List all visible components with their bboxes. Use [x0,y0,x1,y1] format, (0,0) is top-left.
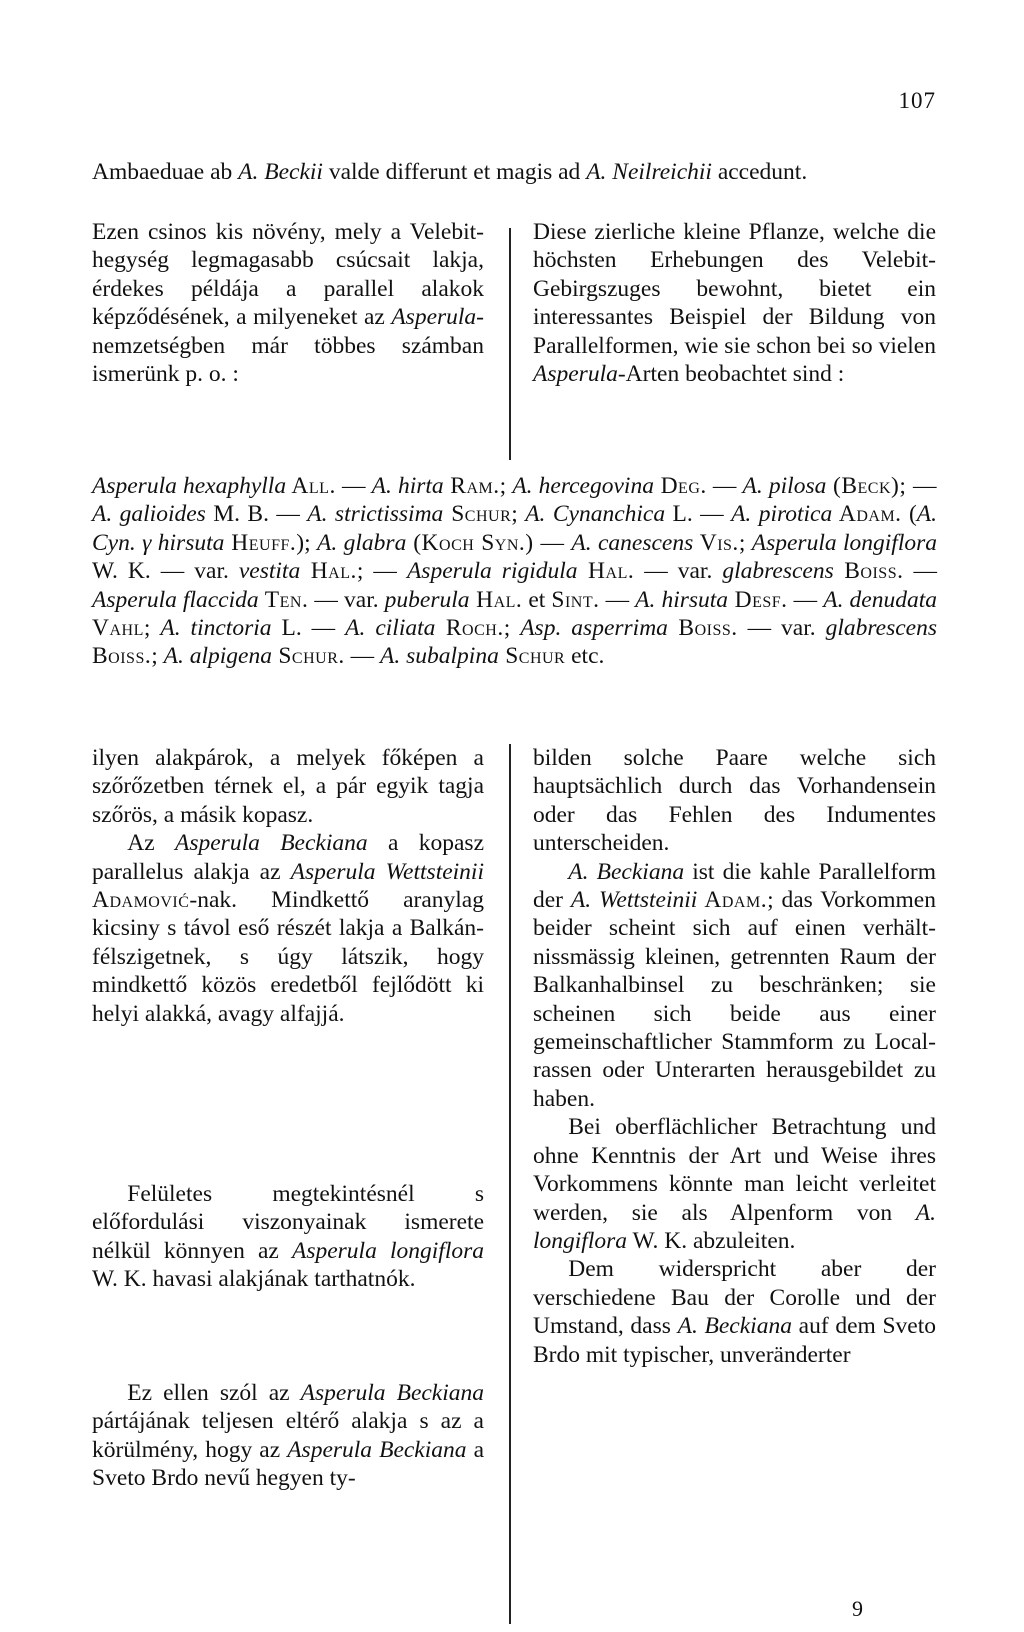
author: Desf. [728,586,788,613]
page-number: 107 [898,88,936,113]
taxon-name: Asperula rigidula [406,558,578,585]
taxon-name: Asperula [533,361,618,388]
taxon-name: A. tinctoria [160,615,272,642]
paragraph [92,829,484,1028]
text: M. B. — [205,501,308,528]
column-divider [509,228,511,460]
taxon-name: A. glabra [317,529,407,556]
paragraph: ilyen alakpárok, a melyek főképen a szőrőzetben térnek el, a pár egyik tagja szőrös, a másik kopasz. [92,745,484,828]
text: — [706,473,743,499]
author: Hal. [469,586,523,613]
text: -nak. Mindkettő aranylag kicsiny s távol eső részét lakja a Balkánfélszigetnek, s úgy látszik, hogy mindkettő közös eredetből fejlődött ki helyi alakká, avagy alfajjá. [92,887,484,1027]
author: Adamović [92,887,190,914]
taxon-name: A. canescens [571,529,694,556]
author: Boiss. [92,643,152,670]
author: Ram. [443,473,500,499]
taxon-name: glabrescens [722,558,834,585]
taxon-name: Asperula flaccida [92,586,259,613]
text: accedunt. [711,159,808,185]
author: All. [286,473,336,499]
taxon-name: A. hirsuta [635,586,729,613]
text: — [903,558,937,585]
taxon-name: A. Beckiana [677,1313,792,1340]
text: ; [738,529,752,556]
text: ( [901,501,917,528]
taxon-name: Asperula Wettsteinii [290,858,484,885]
text: Dem widerspricht aber der verschiedene Bau der Corolle und der Umstand, dass [533,1256,936,1340]
text: Ezen csinos kis növény, mely a Velebit-hegység legmagasabb csúcsait lakja, érdekes példája a parallel alakok képződésének, a milyeneket az [92,219,484,331]
author: Boiss. [667,615,738,642]
paragraph [533,1113,936,1255]
hungarian-paragraphs-2 [92,744,484,1028]
taxon-name: A. subalpina [380,643,499,670]
author: Boiss. [833,558,904,585]
taxon-name: Asperula hexaphylla [92,473,287,499]
author: Adam. [697,887,768,914]
hungarian-paragraph-1 [92,218,484,388]
text: Ez ellen szól az [127,1380,301,1406]
author: Vis. [693,529,739,556]
taxon-name: vestita [238,558,301,585]
text: a Sveto Brdo nevű hegyen ty- [92,1436,485,1492]
taxon-name: A. Beckiana [568,858,685,885]
author: Heuff. [224,529,297,556]
author: Vahl [92,615,144,642]
text: W. K. — var. [92,558,239,585]
text: — [599,586,636,613]
taxon-name: A. ciliata [345,615,436,642]
taxon-name: Asperula Beckiana [287,1436,467,1463]
text: — var. [308,586,385,613]
author: Ten. [258,586,309,613]
text: W. K. havasi alakjának tarthatnók. [92,1266,416,1293]
text: W. K. abzuleiten. [627,1227,796,1254]
author: Hal. [300,558,357,585]
text: L. — [665,501,732,528]
taxon-name: A. longiflora [533,1199,936,1254]
taxon-name: A. galioides [92,501,206,528]
author: Hal. [577,558,635,585]
paragraph [533,1255,936,1369]
text: pártájának teljesen eltérő alakja s az a körülmény, hogy az [92,1408,484,1463]
author: Sint. [551,586,600,613]
taxon-name: Asperula longiflora [751,529,938,556]
taxon-name: puberula [384,586,470,613]
taxon-name: A. Cynanchica [525,501,666,528]
text: ; [151,643,164,670]
signature-mark: 9 [852,1596,863,1621]
taxon-name: A. Beckii [238,159,323,185]
taxon-name: A. denudata [823,586,937,613]
author: (Koch Syn.) — [406,529,572,556]
taxon-name: A. Neilreichii [586,159,712,185]
taxon-name: A. Wettsteinii [570,887,698,914]
text: ; [143,615,161,642]
author: Schur. [271,643,345,670]
text: — [344,643,381,670]
text: ; — [356,558,407,585]
text: etc. [565,643,605,670]
taxon-name: Asperula Beckiana [175,830,368,857]
taxon-name: A. Cyn. γ hirsuta [92,501,938,556]
text: ; [511,501,526,528]
text: et [522,586,552,613]
text: valde differunt et magis ad [322,159,587,185]
text: — var. [634,558,723,585]
text: Bei oberflächlicher Betrachtung und ohne Kenntnis der Art und Weise ihres Vorkommens könnte man leicht verleitet werden, sie als Alpenform von [533,1114,936,1226]
taxon-name: Asperula [391,304,477,331]
text: — [335,473,372,499]
hungarian-paragraph-3 [92,1180,484,1294]
author: Roch. [435,615,504,642]
german-paragraphs-2 [533,744,936,1369]
intro-latin-paragraph [92,158,937,186]
text: -nemzetségben már többes számban ismerünk p. o. : [92,304,484,388]
taxon-name: A. hercegovina [512,473,654,499]
text: L. — [271,615,346,642]
german-paragraph-1 [533,218,936,388]
author: Schur [498,643,566,670]
taxon-name: Asp. asperrima [520,615,668,642]
taxon-name: A. pilosa [742,473,827,499]
text: -Arten beobachtet sind : [617,361,845,388]
text: Diese zierliche kleine Pflanze, welche die höchsten Erhebungen des Velebit-Gebirgszuges bewohnt, bietet ein interessantes Beispiel der Bildung von Parallelformen, wie sie schon bei so vielen [533,219,936,359]
taxon-name: Asperula Beckiana [300,1380,485,1406]
taxon-name: glabrescens [825,615,938,642]
taxon-name: Asperula longiflora [291,1237,484,1264]
text: Felületes megtekintésnél s előfordulási viszonyainak ismerete nélkül könnyen az [92,1181,484,1264]
text: Az [127,830,175,857]
text: — [787,586,824,613]
text: ; [503,615,521,642]
taxon-name: A. alpigena [163,643,272,670]
text: a kopasz parallelus alakja az [92,830,484,885]
text: ; [499,473,513,499]
column-divider [509,744,511,1624]
text: ist die kahle Parallelform der [533,858,936,914]
author: (Beck); — [826,473,937,499]
paragraph [533,858,936,1114]
paragraph: bilden solche Paare welche sich hauptsächlich durch das Vorhandensein oder das Fehlen des Indumentes unterscheiden. [533,745,936,857]
author: Deg. [653,473,707,499]
text: auf dem Sveto Brdo mit typischer, unveränderter [533,1313,937,1368]
text: ); [296,529,318,556]
hungarian-paragraph-4 [92,1379,484,1493]
text: Ambaeduae ab [92,159,239,185]
text: — var. [737,615,826,642]
taxon-name: A. hirta [371,473,444,499]
text: ; das Vorkommen beider scheint sich auf einen verhältnissmässig kleinen, getrennten Raum der Balkanhalbinsel zu beschränken; sie scheinen sich beide aus einer gemeinschaftlicher Stammform zu Localrassen oder Unterarten herausgebildet zu haben. [533,887,936,1112]
author: Adam. [832,501,902,528]
taxon-name: A. pirotica [731,501,833,528]
taxon-name: A. strictissima [307,501,444,528]
author: Schur [443,501,512,528]
species-list-paragraph [92,472,937,671]
